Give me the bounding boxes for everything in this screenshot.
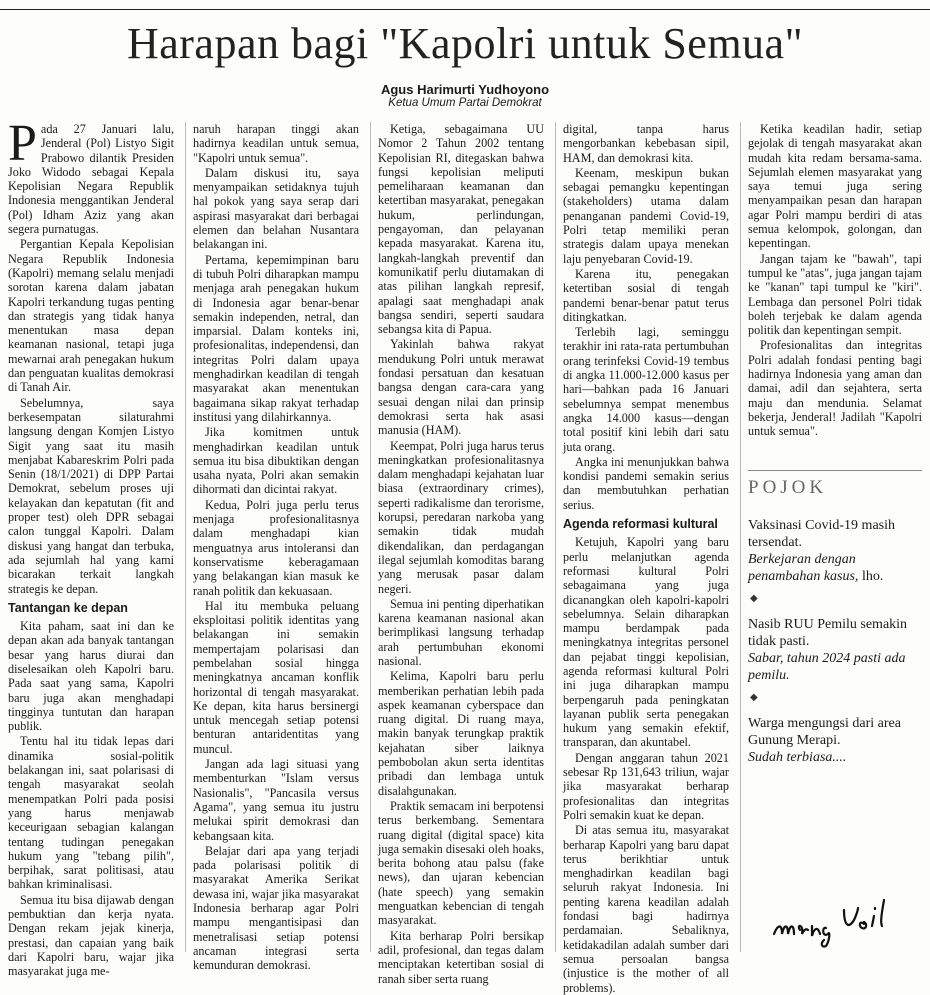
column-rule: [555, 122, 556, 952]
article-paragraph: Kedua, Polri juga perlu terus menjaga profesionalitasnya dalam menghadapi kian menguatnya arus intoleransi dan konservatisme keberagamaan yang belakangan kian masuk ke ranah politik dan kekuasaan.: [193, 497, 359, 598]
diamond-icon: ◆: [750, 692, 758, 703]
author-name: Agus Harimurti Yudhoyono: [380, 82, 550, 97]
pojok-text: Nasib RUU Pemilu semakin tidak pasti.: [748, 617, 908, 649]
pojok-text: Vaksinasi Covid-19 masih tersendat.: [748, 518, 895, 550]
article-paragraph: Profesionalitas dan integritas Polri adalah fondasi penting bagi hadirnya Indonesia yang aman dan damai, adil dan sejahtera, serta maju dan mendunia. Selamat bekerja, Jenderal! Jadilah "Kapolri untuk semua".: [748, 338, 922, 439]
author-role: Ketua Umum Partai Demokrat: [388, 97, 542, 109]
article-paragraph: Tentu hal itu tidak lepas dari dinamika sosial-politik belakangan ini, saat polarisasi di tengah masyarakat seolah menempatkan Polri pada posisi yang harus menjawab keceurigaan sebagian kalangan tentang tudingan penegakan hukum yang "tebang pilih", berpihak, sarat politisasi, atau bahkan kriminalisasi.: [8, 734, 174, 892]
article-column-5: [748, 122, 922, 462]
section-heading: Tantangan ke depan: [8, 600, 128, 615]
drop-cap: P: [8, 115, 37, 172]
article-paragraph: Sebelumnya, saya berkesempatan silaturahmi langsung dengan Komjen Listyo Sigit yang saat itu masih menjabat Kabareskrim Polri pada Senin (18/1/2021) di DPP Partai Demokrat, sebelum proses uji kelayakan dan kepatutan (fit and proper test) oleh DPR sebagai calon tunggal Kapolri. Dalam diskusi yang hangat dan terbuka, ada sejumlah hal yang kami bicarakan terkait langkah strategis ke depan.: [8, 395, 174, 596]
column-rule: [185, 122, 186, 952]
article-paragraph: Ketujuh, Kapolri yang baru perlu melanjutkan agenda reformasi kultural Polri sebagaimana yang juga dicanangkan oleh kapolri-kapolri sebelumnya. Selain diharapkan mampu berdampak pada meningkatnya integritas personel dan pejabat tinggi kepolisian, agenda reformasi kultural Polri ini juga diharapkan mampu berpengaruh pada peningkatan layanan publik serta penegakan hukum yang semakin efektif, transparan, dan akuntabel.: [563, 535, 729, 750]
article-paragraph: Jangan tajam ke "bawah", tapi tumpul ke "atas", juga jangan tajam ke "kanan" tapi tumpul ke "kiri". Lembaga dan personel Polri tidak boleh terjebak ke dalam agenda politik dan kepentingan sempit.: [748, 251, 922, 338]
section-heading: Agenda reformasi kultural: [563, 517, 718, 532]
signature-icon: [768, 890, 918, 950]
article-paragraph: Jika komitmen untuk menghadirkan keadilan untuk semua itu bisa dibuktikan dengan usaha nyata, Polri akan semakin dihormati dan dicintai rakyat.: [193, 425, 359, 497]
pojok-item: [748, 715, 922, 766]
pojok-item: [748, 517, 922, 585]
article-column-2: [193, 122, 359, 973]
article-paragraph: Keempat, Polri juga harus terus meningkatkan profesionalitasnya dalam menghadapi kejahatan luar biasa (extraordinary crimes), seperti radikalisme dan terorisme, korupsi, peredaran narkoba yang semakin tidak mudah dikendalikan, dan perdagangan ilegal sejumlah komoditas barang yang merusak pasar dalam negeri.: [378, 438, 544, 596]
article-paragraph: Semua itu bisa dijawab dengan pembuktian dan kerja nyata. Dengan rekam jejak kinerja, prestasi, dan capaian yang baik dari Kapolri baru, wajar jika masyarakat juga me-: [8, 892, 174, 979]
article-paragraph: naruh harapan tinggi akan hadirnya keadilan untuk semua, "Kapolri untuk semua".: [193, 122, 359, 165]
article-paragraph: Kelima, Kapolri baru perlu memberikan perhatian lebih pada aspek keamanan cyberspace dan ruang digital. Di ruang maya, makin banyak terungkap praktik kejahatan siber laiknya pembobolan akun serta identitas pribadi dan lembaga untuk disalahgunakan.: [378, 669, 544, 798]
article-paragraph: Jangan ada lagi situasi yang membenturkan "Islam versus Nasionalis", "Pancasila versus Agama", yang semua itu justru melukai spirit demokrasi dan kebangsaan kita.: [193, 757, 359, 843]
pojok-quip: Berkejaran dengan penambahan kasus,: [748, 552, 859, 584]
article-paragraph: Dalam diskusi itu, saya menyampaikan setidaknya tujuh hal pokok yang saya serap dari aspirasi masyarakat dari berbagai elemen dan belahan Nusantara belakangan ini.: [193, 165, 359, 252]
article-paragraph: Karena itu, penegakan ketertiban sosial di tengah pandemi benar-benar patut terus ditingkatkan.: [563, 266, 729, 324]
top-rule: [0, 0, 930, 10]
pojok-quip: Sabar, tahun 2024 pasti ada pemilu.: [748, 651, 906, 683]
article-paragraph: Ketiga, sebagaimana UU Nomor 2 Tahun 2002 tentang Kepolisian RI, ditegaskan bahwa fungsi kepolisian meliputi pemeliharaan keamanan dan ketertiban masyarakat, penegakan hukum, perlindungan, pengayoman, dan pelayanan kepada masyarakat. Karena itu, langkah-langkah preventif dan komunikatif perlu diutamakan di atas pilihan langkah represif, apalagi saat menghadapi anak bangsa sendiri, seperti saudara sebangsa kita di Papua.: [378, 122, 544, 337]
article-paragraph: Hal itu membuka peluang eksploitasi politik identitas yang belakangan ini semakin mempertajam polarisasi dan pembelahan sosial hingga meningkatnya ancaman konflik horizontal di tengah masyarakat. Ke depan, kita harus bersinergi untuk mencegah setiap potensi benturan antaridentitas yang muncul.: [193, 598, 359, 756]
article-paragraph: Angka ini menunjukkan bahwa kondisi pandemi semakin serius dan membutuhkan perhatian serius.: [563, 454, 729, 512]
article-paragraph: Semua ini penting diperhatikan karena keamanan nasional akan berimplikasi langsung terhadap arah pertumbuhan ekonomi nasional.: [378, 596, 544, 668]
article-paragraph: Yakinlah bahwa rakyat mendukung Polri untuk merawat fondasi persatuan dan kesatuan bangsa dengan cara-cara yang sesuai dengan nilai dan prinsip demokrasi serta hak asasi manusia (HAM).: [378, 337, 544, 438]
column-rule: [370, 122, 371, 952]
article-paragraph: Dengan anggaran tahun 2021 sebesar Rp 131,643 triliun, wajar jika masyarakat berharap profesionalitas dan integritas Polri semakin kuat ke depan.: [563, 750, 729, 822]
pojok-tail: lho.: [861, 569, 884, 584]
article-paragraph: Terlebih lagi, seminggu terakhir ini rata-rata pertumbuhan orang terinfeksi Covid-19 tembus di angka 11.000-12.000 kasus per hari—bahkan pada 16 Januari sebelumnya sempat menembus angka 14.000 kasus—dengan total positif kini lebih dari satu juta orang.: [563, 325, 729, 454]
article-paragraph: Di atas semua itu, masyarakat berharap Kapolri yang baru dapat terus berikhtiar untuk menghadirkan keadilan bagi seluruh rakyat Indonesia. Ini penting karena keadilan adalah fondasi bagi hadirnya perdamaian. Sebaliknya, ketidakadilan adalah sumber dari semua persoalan bangsa (injustice is the mother of all problems).: [563, 823, 729, 995]
article-paragraph: Ketika keadilan hadir, setiap gejolak di tengah masyarakat akan mudah kita redam bersama-sama. Sejumlah elemen masyarakat yang saya temui juga sering menyampaikan pesan dan harapan agar Polri mampu berdiri di atas semua kelompok, golongan, dan kepentingan.: [748, 122, 922, 251]
article-paragraph: Pergantian Kepala Kepolisian Negara Republik Indonesia (Kapolri) memang selalu menjadi sorotan karena dalam jabatan Kapolri terkandung tugas penting dan strategis yang tidak hanya menentukan masa depan keamanan nasional, tetapi juga mewarnai arah penegakan hukum dan penguatan kualitas demokrasi di Tanah Air.: [8, 237, 174, 395]
article-column-1: [8, 115, 174, 979]
article-paragraph: Belajar dari apa yang terjadi pada polarisasi politik di masyarakat Amerika Serikat dewasa ini, wajar jika masyarakat Indonesia berharap agar Polri mampu mengantisipasi dan menetralisasi setiap potensi ancaman integrasi serta kemunduran demokrasi.: [193, 843, 359, 973]
article-paragraph: Keenam, meskipun bukan sebagai pemangku kepentingan (stakeholders) utama dalam penanganan pandemi Covid-19, Polri tetap memiliki peran strategis dalam upaya menekan laju penyebaran Covid-19.: [563, 165, 729, 266]
headline: Harapan bagi "Kapolri untuk Semua": [126, 19, 804, 68]
diamond-icon: ◆: [750, 593, 758, 604]
article-paragraph: digital, tanpa harus mengorbankan kebebasan sipil, HAM, dan demokrasi kita.: [563, 122, 729, 165]
pojok-text: Warga mengungsi dari area Gunung Merapi.: [748, 716, 901, 748]
pojok-box: [748, 470, 922, 780]
article-column-3: [378, 122, 544, 986]
article-paragraph: Pertama, kepemimpinan baru di tubuh Polri diharapkan mampu menjaga arah penegakan hukum di Indonesia agar benar-benar semakin independen, netral, dan imparsial. Dalam konteks ini, profesionalitas, independensi, dan integritas Polri dalam upaya menghadirkan keadilan di tengah masyarakat akan menentukan bagaimana sikap rakyat terhadap institusi yang dilahirkannya.: [193, 252, 359, 424]
pojok-title: POJOK: [748, 477, 828, 498]
column-rule: [740, 122, 741, 952]
article-paragraph: Kita paham, saat ini dan ke depan akan ada banyak tantangan besar yang harus diurai dan diselesaikan oleh Kapolri baru. Pada saat yang sama, Kapolri baru juga akan menghadapi tingginya tuntutan dan harapan publik.: [8, 619, 174, 734]
article-paragraph: Pada 27 Januari lalu, Jenderal (Pol) Listyo Sigit Prabowo dilantik Presiden Joko Widodo sebagai Kepala Kepolisian Negara Republik Indonesia menggantikan Jenderal (Pol) Idham Aziz yang akan segera purnatugas.: [8, 115, 174, 237]
pojok-item: [748, 616, 922, 684]
article-column-4: [563, 122, 729, 995]
article-paragraph: Kita berharap Polri bersikap adil, profesional, dan tegas dalam menciptakan ketertiban sosial di ranah siber serta ruang: [378, 928, 544, 986]
article-paragraph: Praktik semacam ini berpotensi terus berkembang. Sementara ruang digital (digital space) kita juga semakin disesaki oleh hoaks, berita bohong atau palsu (fake news), dan ujaran kebencian (hate speech) yang semakin menguatkan kebencian di tengah masyarakat.: [378, 798, 544, 928]
pojok-quip: Sudah terbiasa....: [748, 750, 847, 765]
